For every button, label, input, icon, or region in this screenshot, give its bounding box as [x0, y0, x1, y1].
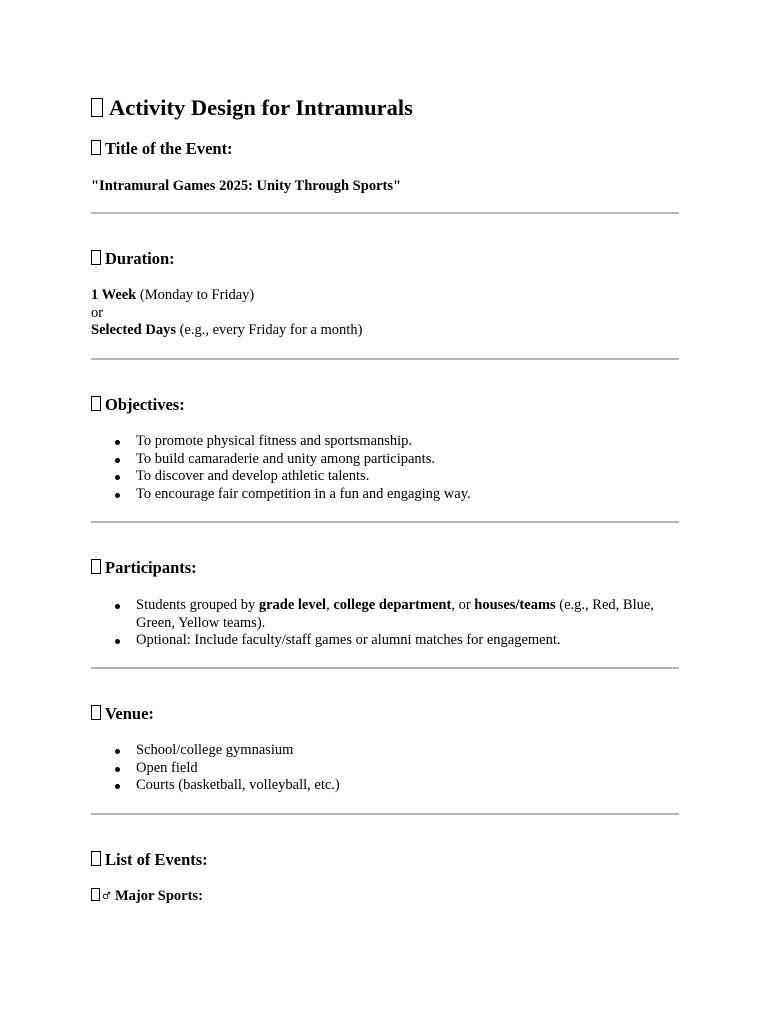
missing-glyph-icon [91, 851, 101, 866]
major-sports-heading: ♂ Major Sports: [91, 887, 203, 906]
missing-glyph-icon [91, 705, 101, 720]
event-title-value: "Intramural Games 2025: Unity Through Sports" [91, 178, 402, 194]
duration-option-1: 1 Week [91, 287, 137, 303]
participants-list [91, 597, 679, 650]
missing-glyph-icon [91, 140, 101, 155]
list-item: To promote physical fitness and sportsmanship. [136, 433, 679, 451]
duration-text: 1 Week (Monday to Friday) or Selected Days (e.g., every Friday for a month) [91, 287, 363, 338]
missing-glyph-icon [91, 250, 101, 265]
section-divider [91, 212, 679, 214]
list-item: To encourage fair competition in a fun and engaging way. [136, 486, 679, 504]
list-item: Courts (basketball, volleyball, etc.) [136, 777, 679, 795]
missing-glyph-icon [91, 98, 103, 117]
missing-glyph-icon [91, 888, 100, 901]
list-item: Optional: Include faculty/staff games or alumni matches for engagement. [136, 632, 679, 650]
list-item: To build camaraderie and unity among participants. [136, 451, 679, 469]
list-item: School/college gymnasium [136, 742, 679, 760]
event-title-heading: Title of the Event: [91, 139, 233, 159]
participants-heading: Participants: [91, 558, 197, 578]
missing-glyph-icon [91, 396, 101, 411]
list-item: To discover and develop athletic talents. [136, 468, 679, 486]
duration-option-2: Selected Days [91, 322, 176, 338]
duration-or: or [91, 304, 104, 321]
section-divider [91, 813, 679, 815]
missing-glyph-icon [91, 559, 101, 574]
venue-heading: Venue: [91, 704, 154, 724]
male-sign-icon: ♂ [102, 891, 111, 902]
objectives-heading: Objectives: [91, 395, 185, 415]
list-item: Students grouped by grade level, college department, or houses/teams (e.g., Red, Blue, Green, Yellow teams). [136, 597, 679, 632]
objectives-list [91, 433, 679, 503]
venue-list [91, 742, 679, 795]
list-item: Open field [136, 760, 679, 778]
section-divider [91, 358, 679, 360]
section-divider [91, 667, 679, 669]
document-title: Activity Design for Intramurals [91, 94, 413, 122]
events-heading: List of Events: [91, 850, 208, 870]
duration-heading: Duration: [91, 249, 175, 269]
section-divider [91, 521, 679, 523]
